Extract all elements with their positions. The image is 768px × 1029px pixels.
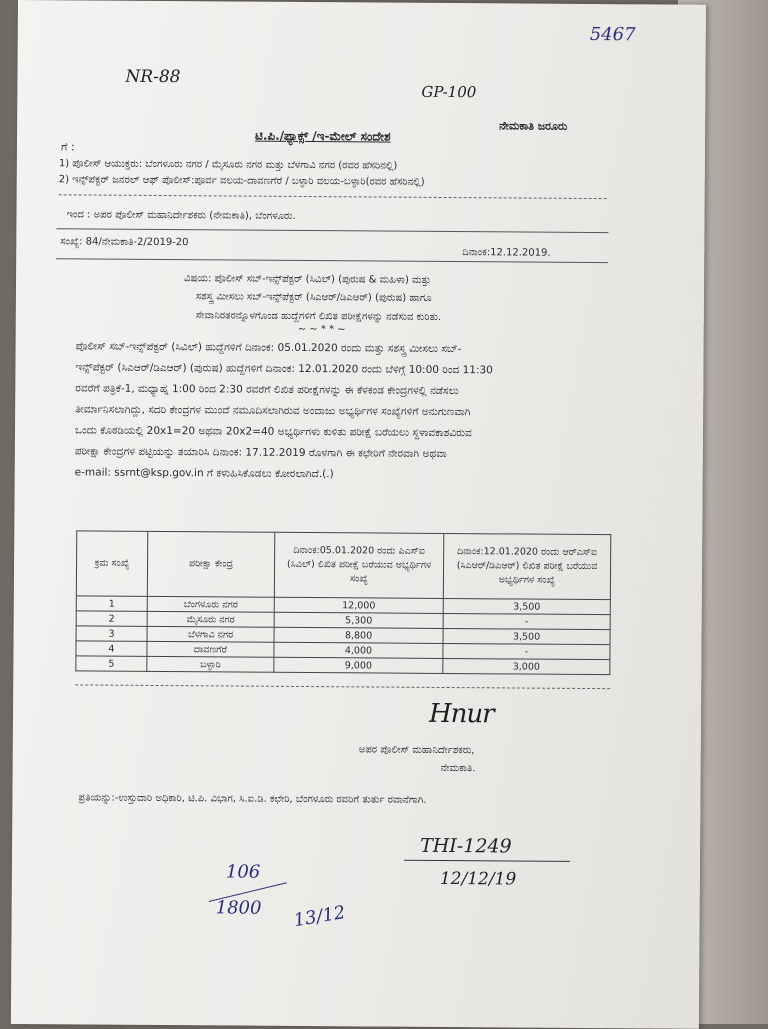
cell-serial: 2 — [76, 611, 147, 626]
subject-line-2: ಸಶಸ್ತ್ರ ಮೀಸಲು ಸಬ್-ಇನ್ಸ್‌ಪೆಕ್ಟರ್ (ಸಿಎಆರ್/ಡಿಎಆರ್) (ಪುರುಷ) ಹಾಗೂ — [195, 291, 432, 304]
cell-rsi-count: - — [443, 643, 610, 659]
column-header-psi-count: ದಿನಾಂಕ:05.01.2020 ರಂದು ಪಿಎಸ್ಐ (ಸಿವಿಲ್) ಲಿಖಿತ ಪರೀಕ್ಷೆ ಬರೆಯುವ ಅಭ್ಯರ್ಥಿಗಳ ಸಂಖ್ಯೆ — [274, 532, 443, 598]
table-row — [76, 656, 610, 675]
exam-centre-table — [75, 530, 611, 675]
divider — [75, 684, 610, 689]
header-title: ಟಿ.ಪಿ./ಫ್ಯಾಕ್ಸ್ /ಇ-ಮೇಲ್ ಸಂದೇಶ — [255, 128, 391, 144]
cell-psi-count: 9,000 — [274, 657, 443, 673]
recipient-1: 1) ಪೊಲೀಸ್ ಆಯುಕ್ತರು: ಬೆಂಗಳೂರು ನಗರ / ಮೈಸೂರು ನಗರ ಮತ್ತು ಬೆಳಗಾವಿ ನಗರ (ರವರ ಹೆಸರಿನಲ್ಲಿ) — [58, 158, 398, 172]
cell-psi-count: 4,000 — [274, 642, 443, 658]
signatory-title: ಅಪರ ಪೊಲೀಸ್ ಮಹಾನಿರ್ದೇಶಕರು, — [358, 744, 475, 757]
column-header-rsi-count: ದಿನಾಂಕ:12.01.2020 ರಂದು ಆರ್‌ಎಸ್ಐ (ಸಿಎಆರ್/ಡಿಎಆರ್) ಲಿಖಿತ ಪರೀಕ್ಷೆ ಬರೆಯುವ ಅಭ್ಯರ್ಥಿಗಳ ಸಂಖ್ಯೆ — [443, 533, 610, 599]
cell-centre: ಮೈಸೂರು ನಗರ — [147, 611, 274, 627]
body-line: ರವರೆಗೆ ಪತ್ರಿಕೆ-1, ಮಧ್ಯಾಹ್ನ 1:00 ರಿಂದ 2:30 ರವರೆಗೆ ಲಿಖಿತ ಪರೀಕ್ಷೆಗಳನ್ನು ಈ ಕೆಳಕಂಡ ಕೇಂದ್ರಗಳಲ್ಲಿ ನಡೆಸಲು — [75, 382, 459, 398]
body-paragraph — [75, 336, 636, 487]
document-date: ದಿನಾಂಕ:12.12.2019. — [462, 247, 551, 259]
cell-psi-count: 8,800 — [274, 627, 443, 643]
cell-psi-count: 5,300 — [274, 612, 443, 628]
subject-line-1: ವಿಷಯ: ಪೊಲೀಸ್ ಸಬ್-ಇನ್ಸ್‌ಪೆಕ್ಟರ್ (ಸಿವಿಲ್) (ಪುರುಷ & ಮಹಿಳಾ) ಮತ್ತು — [184, 273, 431, 286]
divider — [59, 194, 607, 199]
table-header-row — [76, 531, 610, 600]
cell-rsi-count: - — [443, 613, 610, 629]
handwritten-note-bottom: 1800 — [215, 897, 262, 919]
signatory-department: ನೇಮಕಾತಿ. — [440, 762, 476, 775]
body-line: ಇನ್ಸ್‌ಪೆಕ್ಟರ್ (ಸಿಎಆರ್/ಡಿಎಆರ್) (ಪುರುಷ) ಹುದ್ದೆಗಳಿಗೆ ದಿನಾಂಕ: 12.01.2020 ರಂದು ಬೆಳಿಗ್ಗೆ 10:00 ರಿಂದ 11:30 — [75, 361, 493, 377]
cell-serial: 4 — [76, 641, 147, 656]
underline-mark — [404, 860, 570, 862]
document-page — [11, 0, 706, 1029]
handwritten-note-top: 106 — [225, 861, 261, 883]
handwritten-receipt-date: 12/12/19 — [439, 868, 517, 890]
cell-centre: ಬೆಳಗಾವಿ ನಗರ — [147, 626, 274, 642]
cell-centre: ಬಳ್ಳಾರಿ — [147, 656, 274, 672]
cell-rsi-count: 3,000 — [443, 658, 610, 674]
top-corner-number: 5467 — [589, 23, 636, 46]
handwritten-ref-mid: GP-100 — [421, 82, 477, 102]
handwritten-note-date: 13/12 — [292, 901, 347, 932]
reference-number: ಸಂಖ್ಯೆ: 84/ನೇಮಕಾತಿ-2/2019-20 — [60, 236, 189, 249]
body-line: ತೀರ್ಮಾನಿಸಲಾಗಿದ್ದು, ಸದರಿ ಕೇಂದ್ರಗಳ ಮುಂದೆ ನಮೂದಿಸಲಾಗಿರುವ ಅಂದಾಜು ಅಭ್ಯರ್ಥಿಗಳ ಸಂಖ್ಯೆಗಳಿಗೆ ಅನುಗುಣವಾಗಿ — [75, 403, 471, 419]
cell-psi-count: 12,000 — [274, 597, 443, 613]
body-line: ಪೊಲೀಸ್ ಸಬ್-ಇನ್ಸ್‌ಪೆಕ್ಟರ್ (ಸಿವಿಲ್) ಹುದ್ದೆಗಳಿಗೆ ದಿನಾಂಕ: 05.01.2020 ರಂದು ಮತ್ತು ಸಶಸ್ತ್ರ ಮೀಸಲು ಸಬ್- — [75, 340, 462, 356]
cell-serial: 1 — [76, 596, 147, 611]
cell-serial: 5 — [76, 656, 147, 671]
body-line: ಒಂದು ಕೊಠಡಿಯಲ್ಲಿ 20x1=20 ಅಥವಾ 20x2=40 ಅಭ್ಯರ್ಥಿಗಳು ಕುಳಿತು ಪರೀಕ್ಷೆ ಬರೆಯಲು ಸ್ಥಳಾವಕಾಶವಿರುವ — [74, 424, 472, 440]
body-line: e-mail: ssrnt@ksp.gov.in ಗೆ ಕಳುಹಿಸಿಕೊಡಲು ಕೋರಲಾಗಿದೆ.(.) — [74, 466, 334, 481]
body-line: ಪರೀಕ್ಷಾ ಕೇಂದ್ರಗಳ ಪಟ್ಟಿಯನ್ನು ತಯಾರಿಸಿ ದಿನಾಂಕ: 17.12.2019 ರೊಳಗಾಗಿ ಈ ಕಛೇರಿಗೆ ನೇರವಾಗಿ ಅಥವಾ — [74, 445, 447, 461]
column-header-serial: ಕ್ರಮ ಸಂಖ್ಯೆ — [76, 531, 147, 596]
subject-line-3: ಸೇವಾನಿರತರನ್ನೊಳಗೊಂಡ ಹುದ್ದೆಗಳಿಗೆ ಲಿಖಿತ ಪರೀಕ್ಷೆಗಳನ್ನು ನಡೆಸುವ ಕುರಿತು. — [195, 310, 442, 323]
divider — [56, 258, 608, 263]
recipient-2: 2) ಇನ್ಸ್‌ಪೆಕ್ಟರ್ ಜನರಲ್ ಆಫ್ ಪೊಲೀಸ್:ಪೂರ್ವ ವಲಯ-ದಾವಣಗೆರೆ / ಬಳ್ಳಾರಿ ವಲಯ-ಬಳ್ಳಾರಿ(ರವರ ಹೆಸರಿನಲ್ಲಿ) — [58, 174, 425, 188]
urgent-label: ನೇಮಕಾತಿ ಜರೂರು — [499, 119, 568, 133]
cell-rsi-count: 3,500 — [443, 598, 610, 614]
handwritten-ref-left: NR-88 — [125, 66, 181, 88]
column-header-centre: ಪರೀಕ್ಷಾ ಕೇಂದ್ರ — [147, 531, 274, 597]
to-label: ಗೆ : — [60, 140, 75, 154]
handwritten-receipt-number: THI-1249 — [420, 834, 512, 858]
cell-centre: ದಾವಣಗೆರೆ — [147, 641, 274, 657]
divider — [56, 228, 608, 233]
signature: Hnur — [428, 698, 494, 730]
separator-marks: ~ ~ * * ~ — [297, 323, 346, 336]
cell-rsi-count: 3,500 — [443, 628, 610, 644]
copy-to-line: ಪ್ರತಿಯನ್ನು:-ಉಸ್ತುವಾರಿ ಅಧಿಕಾರಿ, ಟಿ.ಪಿ. ವಿಭಾಗ, ಸಿ.ಐ.ಡಿ. ಕಛೇರಿ, ಬೆಂಗಳೂರು ರವರಿಗೆ ತುರ್ತು ರವಾನೆಗಾಗಿ. — [78, 792, 427, 806]
cell-centre: ಬೆಂಗಳೂರು ನಗರ — [147, 596, 274, 612]
cell-serial: 3 — [76, 626, 147, 641]
from-line: ಇಂದ : ಅಪರ ಪೊಲೀಸ್ ಮಹಾನಿರ್ದೇಶಕರು (ನೇಮಕಾತಿ), ಬೆಂಗಳೂರು. — [66, 209, 296, 222]
